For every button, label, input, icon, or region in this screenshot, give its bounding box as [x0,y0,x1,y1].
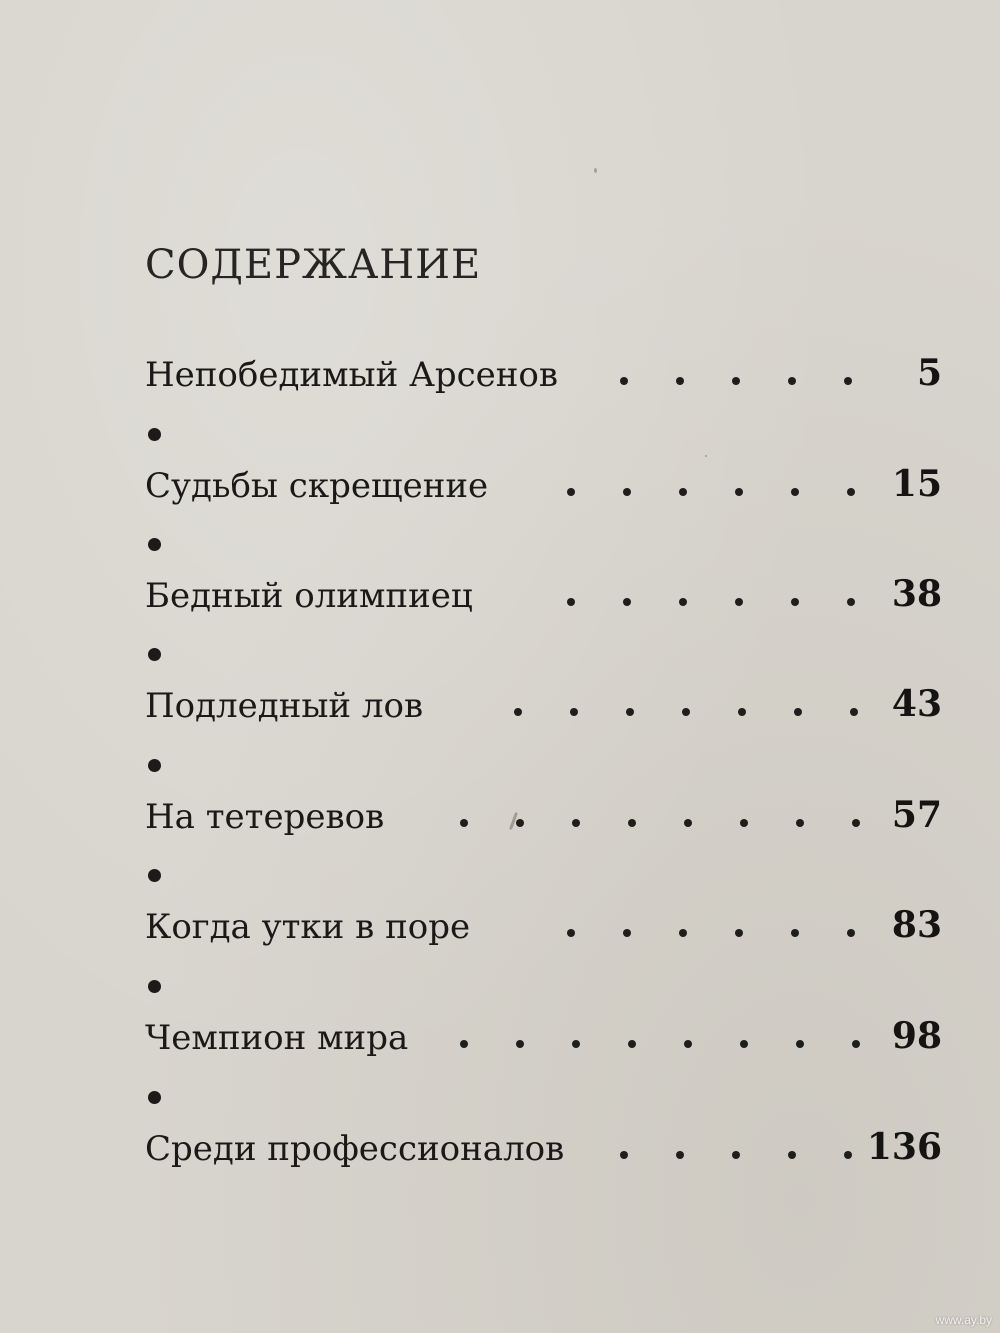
bullet-separator [148,428,161,441]
toc-entry-page: 136 [866,1126,942,1168]
toc-entry-title: Судьбы скрещение [145,466,489,506]
toc-entry-title: Чемпион мира [145,1018,409,1058]
dot-leader [620,1151,860,1161]
bullet-separator [148,648,161,661]
toc-entry-title: Бедный олимпиец [145,576,473,616]
dot-leader [620,377,860,387]
table-of-contents-heading: СОДЕРЖАНИЕ [145,242,482,288]
dot-leader [567,598,862,608]
bullet-separator [148,759,161,772]
dot-leader [460,1040,865,1050]
toc-entry-title: На тетеревов [145,797,385,837]
toc-entry-page: 15 [891,463,942,505]
bullet-separator [148,980,161,993]
toc-entry-title: Непобедимый Арсенов [145,355,559,395]
toc-entry-page: 38 [891,573,942,615]
toc-entry-page: 83 [891,904,942,946]
bullet-separator [148,1091,161,1104]
toc-entry-page: 5 [916,352,942,394]
bullet-separator [148,869,161,882]
site-watermark: www.ay.by [935,1313,992,1327]
toc-entry-title: Подледный лов [145,686,424,726]
toc-entry-page: 98 [891,1015,942,1057]
toc-entry-title: Среди профессионалов [145,1129,565,1169]
bullet-separator [148,538,161,551]
dot-leader [460,819,865,829]
dot-leader [567,488,862,498]
toc-entry-title: Когда утки в поре [145,907,471,947]
dot-leader [567,929,862,939]
toc-entry-page: 57 [891,794,942,836]
dot-leader [514,708,864,718]
toc-entry-page: 43 [891,683,942,725]
